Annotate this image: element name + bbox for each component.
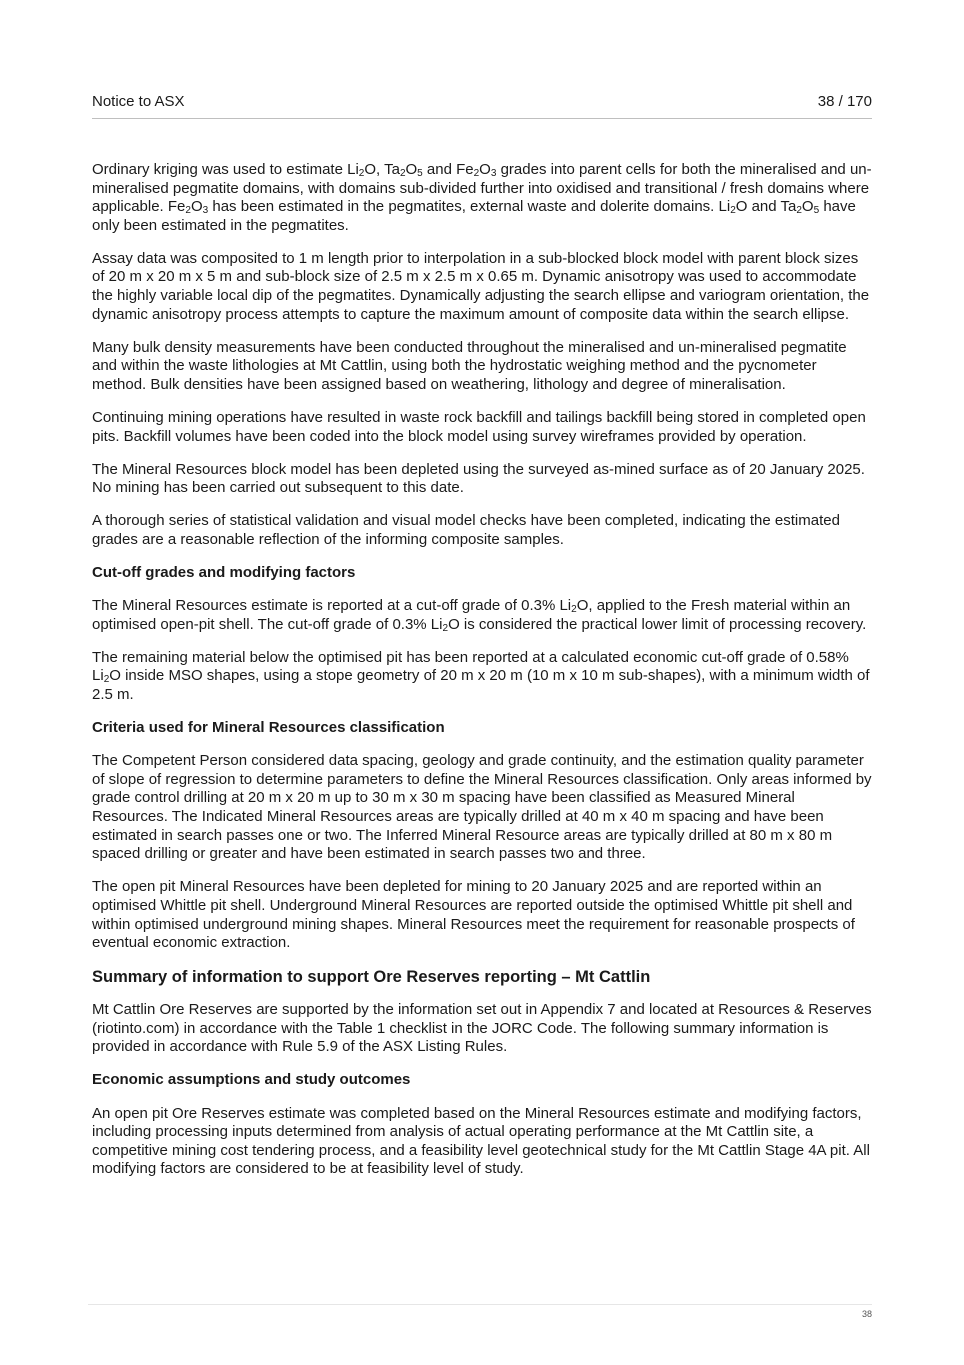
body-paragraph: Mt Cattlin Ore Reserves are supported by the information set out in Appendix 7 and located at Resources & Reserves (riotinto.com) in accordance with the Table 1 checklist in the JORC Code. The following summary information is provided in accordance with Rule 5.9 of the ASX Listing Rules. [92, 1001, 872, 1056]
body-paragraph: A thorough series of statistical validation and visual model checks have been completed, indicating the estimated grades are a reasonable reflection of the informing composite samples. [92, 512, 840, 548]
body-paragraph: Ordinary kriging was used to estimate $Li_2O$, $Ta_2O_5$ and $Fe_2O_3$ grades into parent cells for both the mineralised and un-mineralised pegmatite domains, with domains sub-divided further into oxidised and transitional / fresh domains where applicable. $Fe_2O_3$ has been estimated in the pegmatites, external waste and dolerite domains. $Li_2O$ and $Ta_2O_5$ have only been estimated in the pegmatites. [92, 161, 872, 234]
body-paragraph: Many bulk density measurements have been conducted throughout the mineralised and un-mineralised pegmatite and within the waste lithologies at Mt Cattlin, using both the hydrostatic weighing method and the pycnometer method. Bulk densities have been assigned based on weathering, lithology and degree of mineralisation. [92, 338, 847, 393]
body-paragraph: Assay data was composited to 1 m length prior to interpolation in a sub-blocked block model with parent block sizes of 20 m x 20 m x 5 m and sub-block size of 2.5 m x 2.5 m x 0.65 m. Dynamic anisotropy was used to accommodate the highly variable local dip of the pegmatites. Dynamically adjusting the search ellipse and variogram orientation, the dynamic anisotropy process attempts to capture the maximum amount of composite data within the search ellipse. [92, 249, 870, 323]
body-paragraph: The Competent Person considered data spacing, geology and grade continuity, and the estimation quality parameter of slope of regression to determine parameters to define the Mineral Resources classification. Only areas informed by grade control drilling at 20 m x 20 m up to 30 m x 30 m spacing have been classified as Measured Mineral Resources. The Indicated Mineral Resources areas are typically drilled at 40 m x 40 m spacing and have been estimated in search passes one or two. The Inferred Mineral Resource areas are typically drilled at 80 m x 80 m spaced drilling or greater and have been estimated in search passes two and three. [92, 752, 872, 863]
page-header [92, 92, 872, 119]
subsection-heading: Economic assumptions and study outcomes [92, 1071, 411, 1089]
subsection-heading: Cut-off grades and modifying factors [92, 564, 356, 582]
footer-page-number: 38 [861, 1309, 872, 1319]
subsection-heading: Criteria used for Mineral Resources classification [92, 719, 445, 737]
section-heading: Summary of information to support Ore Reserves reporting – Mt Cattlin [92, 968, 651, 987]
body-paragraph: Continuing mining operations have resulted in waste rock backfill and tailings backfill being stored in completed open pits. Backfill volumes have been coded into the block model using survey wireframes provided by operation. [92, 409, 866, 445]
header-title: Notice to ASX [92, 93, 185, 110]
body-paragraph: An open pit Ore Reserves estimate was completed based on the Mineral Resources estimate and modifying factors, including processing inputs determined from analysis of actual operating performance at the Mt Cattlin site, a competitive mining cost tendering process, and a feasibility level geotechnical study for the Mt Cattlin Stage 4A pit. All modifying factors are considered to be at feasibility level of study. [92, 1104, 870, 1178]
body-paragraph: The Mineral Resources block model has been depleted using the surveyed as-mined surface as of 20 January 2025. No mining has been carried out subsequent to this date. [92, 460, 865, 497]
body-paragraph: The open pit Mineral Resources have been depleted for mining to 20 January 2025 and are reported within an optimised Whittle pit shell. Underground Mineral Resources are reported outside the optimised Whittle pit shell and within optimised underground mining shapes. Mineral Resources meet the requirement for reasonable prospects of eventual economic extraction. [92, 878, 855, 952]
body-paragraph: The remaining material below the optimised pit has been reported at a calculated economic cut-off grade of 0.58% $Li_2O$ inside MSO shapes, using a stope geometry of 20 m x 20 m (10 m x 10 m sub-shapes), with a minimum width of 2.5 m. [92, 648, 870, 704]
header-page-indicator: 38 / 170 [817, 93, 872, 110]
document-body [92, 161, 872, 1193]
body-paragraph: The Mineral Resources estimate is reported at a cut-off grade of 0.3% $Li_2O$, applied to the Fresh material within an optimised open-pit shell. The cut-off grade of 0.3% $Li_2O$ is considered the practical lower limit of processing recovery. [92, 597, 867, 634]
page-footer [88, 1304, 872, 1319]
